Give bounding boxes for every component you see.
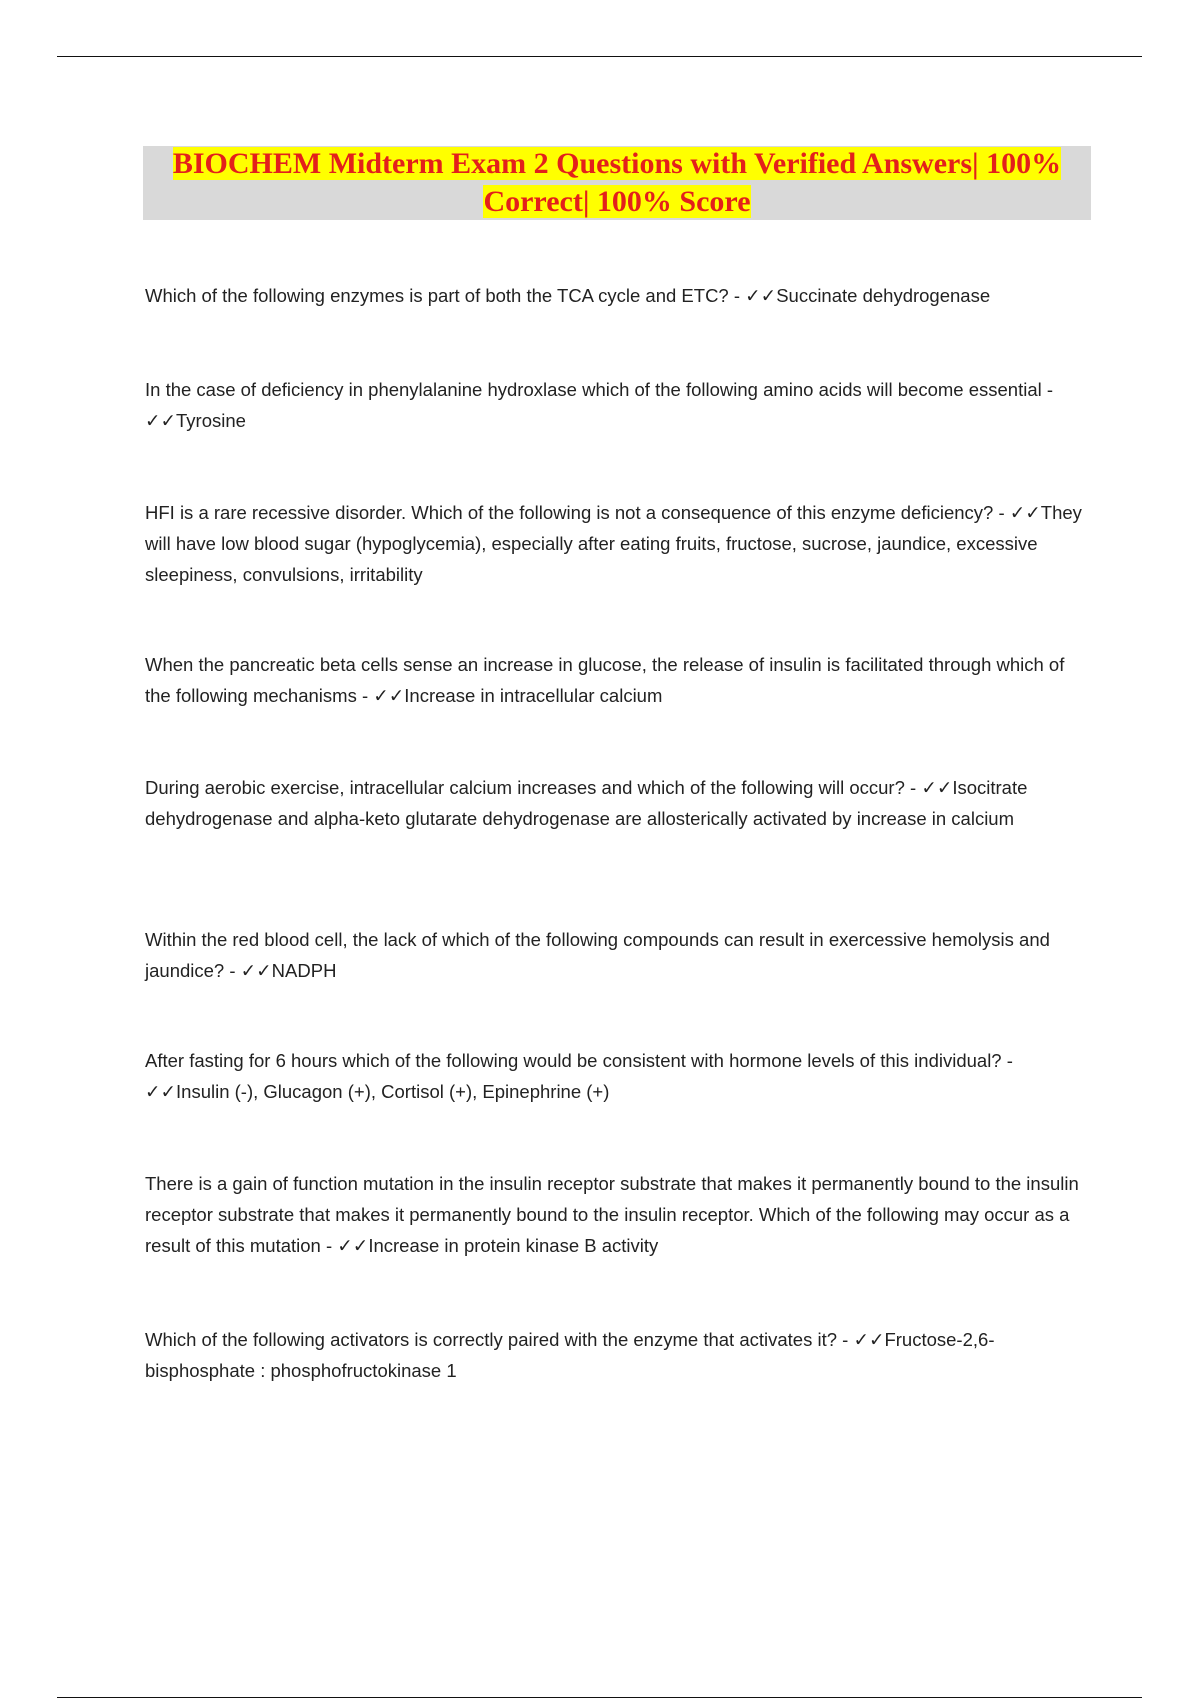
- qa-item: [145, 772, 1090, 834]
- question-text: During aerobic exercise, intracellular calcium increases and which of the following will occur?: [145, 777, 905, 798]
- document-title: BIOCHEM Midterm Exam 2 Questions with Verified Answers| 100% Correct| 100% Score: [172, 147, 1062, 218]
- check-icon: ✓✓: [337, 1235, 369, 1256]
- separator: -: [1041, 379, 1054, 400]
- separator: -: [320, 1235, 338, 1256]
- separator: -: [356, 685, 374, 706]
- question-text: HFI is a rare recessive disorder. Which of the following is not a consequence of this enzyme deficiency?: [145, 502, 994, 523]
- question-text: Which of the following enzymes is part of both the TCA cycle and ETC?: [145, 285, 729, 306]
- qa-item: [145, 374, 1090, 436]
- answer-text: Insulin (-), Glucagon (+), Cortisol (+), Epinephrine (+): [176, 1081, 610, 1102]
- separator: -: [837, 1329, 854, 1350]
- check-icon: ✓✓: [745, 285, 777, 306]
- question-text: There is a gain of function mutation in the insulin receptor substrate that makes it permanently bound to the insulin receptor substrate that makes it permanently bound to the insulin receptor. Which of the following may occur as a result of this mutation: [145, 1173, 1079, 1256]
- answer-text: Isocitrate dehydrogenase and alpha-keto glutarate dehydrogenase are allosterically activated by increase in calcium: [145, 777, 1028, 829]
- check-icon: ✓✓: [853, 1329, 885, 1350]
- check-icon: ✓✓: [373, 685, 405, 706]
- separator: -: [728, 285, 746, 306]
- answer-text: NADPH: [271, 960, 337, 981]
- check-icon: ✓✓: [1009, 502, 1041, 523]
- qa-item: [145, 497, 1090, 590]
- answer-text: They will have low blood sugar (hypoglycemia), especially after eating fruits, fructose, sucrose, jaundice, excessive sleepiness, convulsions, irritability: [145, 502, 1082, 585]
- check-icon: ✓✓: [921, 777, 953, 798]
- answer-text: Succinate dehydrogenase: [776, 285, 991, 306]
- question-text: After fasting for 6 hours which of the following would be consistent with hormone levels of this individual?: [145, 1050, 1002, 1071]
- separator: -: [1001, 1050, 1013, 1071]
- question-text: When the pancreatic beta cells sense an increase in glucose, the release of insulin is facilitated through which of the following mechanisms: [145, 654, 1065, 706]
- qa-item: [145, 1168, 1090, 1261]
- qa-item: [145, 280, 1090, 311]
- separator: -: [904, 777, 922, 798]
- qa-item: [145, 924, 1090, 986]
- title-banner: [143, 146, 1091, 220]
- qa-item: [145, 649, 1090, 711]
- answer-text: Increase in protein kinase B activity: [368, 1235, 659, 1256]
- separator: -: [224, 960, 241, 981]
- check-icon: ✓✓: [145, 1081, 177, 1102]
- check-icon: ✓✓: [240, 960, 272, 981]
- answer-text: Fructose-2,6-bisphosphate : phosphofructokinase 1: [145, 1329, 995, 1381]
- qa-item: [145, 1045, 1090, 1107]
- bottom-rule: [57, 1697, 1142, 1698]
- qa-item: [145, 1324, 1090, 1386]
- separator: -: [993, 502, 1010, 523]
- check-icon: ✓✓: [145, 410, 177, 431]
- question-text: Within the red blood cell, the lack of which of the following compounds can result in exercessive hemolysis and jaundice?: [145, 929, 1050, 981]
- answer-text: Increase in intracellular calcium: [404, 685, 663, 706]
- answer-text: Tyrosine: [176, 410, 246, 431]
- top-rule: [57, 56, 1142, 57]
- question-text: In the case of deficiency in phenylalanine hydroxlase which of the following amino acids will become essential: [145, 379, 1042, 400]
- question-text: Which of the following activators is correctly paired with the enzyme that activates it?: [145, 1329, 837, 1350]
